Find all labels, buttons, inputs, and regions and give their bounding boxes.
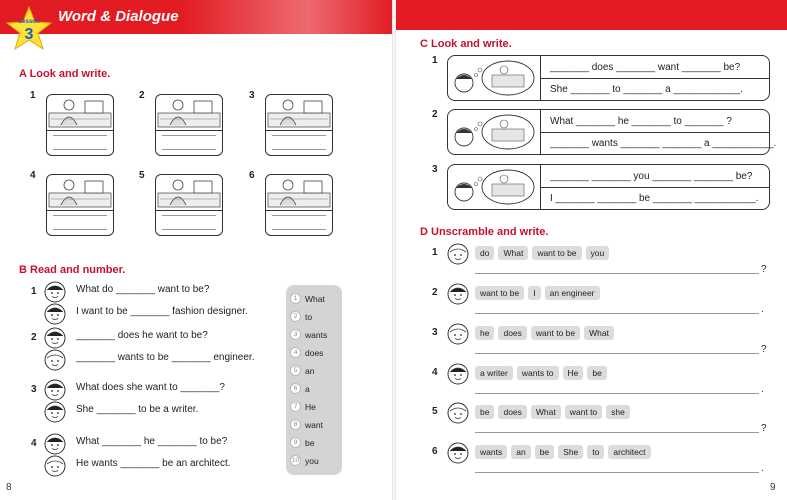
lesson-star-icon — [6, 6, 52, 52]
word-chips — [475, 326, 618, 340]
section-a-picture-box — [155, 94, 223, 156]
sentence-end-mark: . — [761, 384, 764, 395]
word-chip[interactable]: What — [584, 326, 614, 340]
answer-line[interactable] — [53, 135, 107, 136]
sentence-line-1[interactable]: _______ _______ you _______ _______ be? — [550, 171, 753, 182]
child-face-icon — [44, 327, 66, 349]
child-face-icon — [447, 402, 469, 424]
word-chip[interactable]: architect — [608, 445, 650, 459]
section-b-item-number: 4 — [31, 438, 37, 449]
word-bank-item — [290, 311, 312, 322]
section-a-picture-box — [46, 94, 114, 156]
box-divider — [540, 132, 769, 133]
section-a-picture-box — [46, 174, 114, 236]
worker-illustration — [266, 95, 332, 129]
answer-line[interactable] — [475, 273, 759, 274]
word-chip[interactable]: a writer — [475, 366, 513, 380]
header-banner-right — [396, 0, 787, 30]
child-face-icon — [447, 243, 469, 265]
section-c-title: C Look and write. — [420, 38, 512, 50]
worker-illustration — [266, 175, 332, 209]
thought-bubble-illustration — [452, 168, 536, 206]
child-face-icon — [44, 379, 66, 401]
answer-line[interactable] — [53, 149, 107, 150]
word-chip[interactable]: be — [475, 405, 494, 419]
sentence-end-mark: ? — [761, 264, 767, 275]
page-number-right: 9 — [770, 482, 776, 493]
word-bank-number: 1 — [290, 293, 301, 304]
word-bank-item — [290, 383, 310, 394]
dialogue-question: What does she want to _______? — [76, 382, 225, 393]
thought-bubble-illustration — [452, 113, 536, 151]
page-gutter — [392, 0, 396, 500]
word-bank-number: 2 — [290, 311, 301, 322]
worker-illustration — [156, 95, 222, 129]
word-bank-word: to — [305, 311, 313, 322]
word-bank-word: you — [305, 455, 319, 466]
banner-highlight — [180, 0, 393, 34]
sentence-line-2[interactable]: She _______ to _______ a ____________. — [550, 84, 743, 95]
section-d-item-number: 2 — [432, 287, 438, 298]
page-title: Word & Dialogue — [58, 8, 179, 25]
word-chip[interactable]: she — [606, 405, 630, 419]
word-bank-word: be — [305, 437, 315, 448]
section-c-box — [447, 109, 777, 155]
word-bank-number: 4 — [290, 347, 301, 358]
section-a-title: A Look and write. — [19, 68, 111, 80]
section-a-item-number: 6 — [249, 170, 255, 181]
answer-line[interactable] — [272, 149, 326, 150]
child-face-icon — [44, 401, 66, 423]
word-bank-number: 7 — [290, 401, 301, 412]
worker-illustration — [47, 175, 113, 209]
dialogue-answer: She _______ to be a writer. — [76, 404, 199, 415]
sentence-line-1[interactable]: _______ does _______ want _______ be? — [550, 62, 741, 73]
word-bank-item — [290, 365, 314, 376]
sentence-line-1[interactable]: What _______ he _______ to _______ ? — [550, 116, 732, 127]
section-d-title: D Unscramble and write. — [420, 226, 549, 238]
word-chips — [475, 405, 634, 419]
word-chip[interactable]: he — [475, 326, 494, 340]
word-chip[interactable]: want to — [565, 405, 602, 419]
sentence-line-2[interactable]: _______ wants _______ _______ a ___________. — [550, 138, 777, 149]
answer-line[interactable] — [272, 215, 326, 216]
dialogue-answer: _______ wants to be _______ engineer. — [76, 352, 255, 363]
section-d-item-number: 4 — [432, 367, 438, 378]
word-chip[interactable]: want to be — [531, 326, 580, 340]
dialogue-question: What do _______ want to be? — [76, 284, 210, 295]
section-a-picture-box — [265, 174, 333, 236]
word-bank-word: want — [305, 419, 323, 430]
answer-line[interactable] — [272, 135, 326, 136]
word-chip[interactable]: wants to — [517, 366, 559, 380]
word-chip[interactable]: She — [558, 445, 583, 459]
word-chips — [475, 246, 613, 260]
answer-line[interactable] — [162, 229, 216, 230]
word-bank-item — [290, 347, 323, 358]
word-chip[interactable]: an — [511, 445, 530, 459]
section-b-title: B Read and number. — [19, 264, 126, 276]
page-number-left: 8 — [6, 482, 12, 493]
thought-bubble-illustration — [452, 59, 536, 97]
word-chip[interactable]: does — [498, 405, 526, 419]
answer-line[interactable] — [53, 229, 107, 230]
worker-illustration — [156, 175, 222, 209]
word-bank-item — [290, 437, 314, 448]
box-divider — [540, 78, 769, 79]
word-bank-item — [290, 455, 319, 466]
picture-divider — [156, 210, 222, 211]
dialogue-answer: I want to be _______ fashion designer. — [76, 306, 248, 317]
child-face-icon — [44, 281, 66, 303]
word-bank-word: does — [305, 347, 324, 358]
section-c-box — [447, 164, 770, 210]
dialogue-answer: He wants _______ be an architect. — [76, 458, 231, 469]
section-c-item-number: 3 — [432, 164, 438, 175]
child-face-icon — [44, 303, 66, 325]
section-d-item-number: 3 — [432, 327, 438, 338]
section-d-item-number: 5 — [432, 406, 438, 417]
answer-line[interactable] — [475, 472, 759, 473]
picture-divider — [156, 130, 222, 131]
word-chip[interactable]: do — [475, 246, 494, 260]
word-chips — [475, 366, 611, 380]
section-b-item-number: 3 — [31, 384, 37, 395]
word-chip[interactable]: want to be — [475, 286, 524, 300]
child-face-icon — [44, 433, 66, 455]
sentence-end-mark: ? — [761, 344, 767, 355]
word-chip[interactable]: He — [563, 366, 584, 380]
section-a-item-number: 5 — [139, 170, 145, 181]
word-bank-item — [290, 293, 325, 304]
word-bank-number: 8 — [290, 419, 301, 430]
section-b-item-number: 1 — [31, 286, 37, 297]
section-a-item-number: 2 — [139, 90, 145, 101]
child-face-icon — [447, 323, 469, 345]
word-chip[interactable]: you — [586, 246, 610, 260]
word-bank-word: What — [305, 293, 325, 304]
word-chip[interactable]: does — [498, 326, 526, 340]
sentence-end-mark: ? — [761, 423, 767, 434]
word-chip[interactable]: wants — [475, 445, 507, 459]
section-c-box — [447, 55, 770, 101]
section-b-item-number: 2 — [31, 332, 37, 343]
child-face-icon — [447, 363, 469, 385]
word-chip[interactable]: What — [498, 246, 528, 260]
box-divider — [540, 187, 769, 188]
answer-line[interactable] — [162, 149, 216, 150]
child-face-icon — [447, 283, 469, 305]
answer-line[interactable] — [53, 215, 107, 216]
section-c-item-number: 1 — [432, 55, 438, 66]
sentence-end-mark: . — [761, 463, 764, 474]
sentence-line-2[interactable]: I _______ _______ be _______ ___________. — [550, 193, 759, 204]
svg-text:Lesson: Lesson — [18, 19, 40, 25]
section-c-item-number: 2 — [432, 109, 438, 120]
word-chips — [475, 445, 655, 459]
section-d-item-number: 6 — [432, 446, 438, 457]
answer-line[interactable] — [475, 353, 759, 354]
child-face-icon — [44, 455, 66, 477]
word-chip[interactable]: an engineer — [545, 286, 600, 300]
section-a-item-number: 1 — [30, 90, 36, 101]
dialogue-question: _______ does he want to be? — [76, 330, 208, 341]
word-chips — [475, 286, 604, 300]
word-bank-number: 5 — [290, 365, 301, 376]
section-d-item-number: 1 — [432, 247, 438, 258]
picture-divider — [266, 130, 332, 131]
word-bank-number: 6 — [290, 383, 301, 394]
sentence-end-mark: . — [761, 304, 764, 315]
word-chip[interactable]: I — [528, 286, 540, 300]
word-bank-number: 10 — [291, 457, 300, 464]
section-a-item-number: 4 — [30, 170, 36, 181]
word-bank-item — [290, 419, 323, 430]
dialogue-question: What _______ he _______ to be? — [76, 436, 228, 447]
picture-divider — [266, 210, 332, 211]
child-face-icon — [447, 442, 469, 464]
answer-line[interactable] — [162, 215, 216, 216]
picture-divider — [47, 210, 113, 211]
word-chip[interactable]: to — [587, 445, 604, 459]
section-a-item-number: 3 — [249, 90, 255, 101]
word-bank-number: 9 — [290, 437, 301, 448]
worker-illustration — [47, 95, 113, 129]
svg-text:3: 3 — [24, 26, 34, 43]
picture-divider — [47, 130, 113, 131]
answer-line[interactable] — [475, 313, 759, 314]
section-a-picture-box — [155, 174, 223, 236]
word-bank-word: a — [305, 383, 310, 394]
word-chip[interactable]: be — [587, 366, 606, 380]
word-chip[interactable]: What — [531, 405, 561, 419]
answer-line[interactable] — [162, 135, 216, 136]
answer-line[interactable] — [475, 432, 759, 433]
word-bank-item — [290, 401, 316, 412]
word-bank — [286, 285, 342, 475]
word-chip[interactable]: be — [535, 445, 554, 459]
section-a-picture-box — [265, 94, 333, 156]
word-bank-word: an — [305, 365, 315, 376]
child-face-icon — [44, 349, 66, 371]
word-bank-word: He — [305, 401, 316, 412]
answer-line[interactable] — [272, 229, 326, 230]
word-bank-item — [290, 329, 327, 340]
answer-line[interactable] — [475, 393, 759, 394]
word-chip[interactable]: want to be — [532, 246, 581, 260]
word-bank-word: wants — [305, 329, 328, 340]
word-bank-number: 3 — [290, 329, 301, 340]
